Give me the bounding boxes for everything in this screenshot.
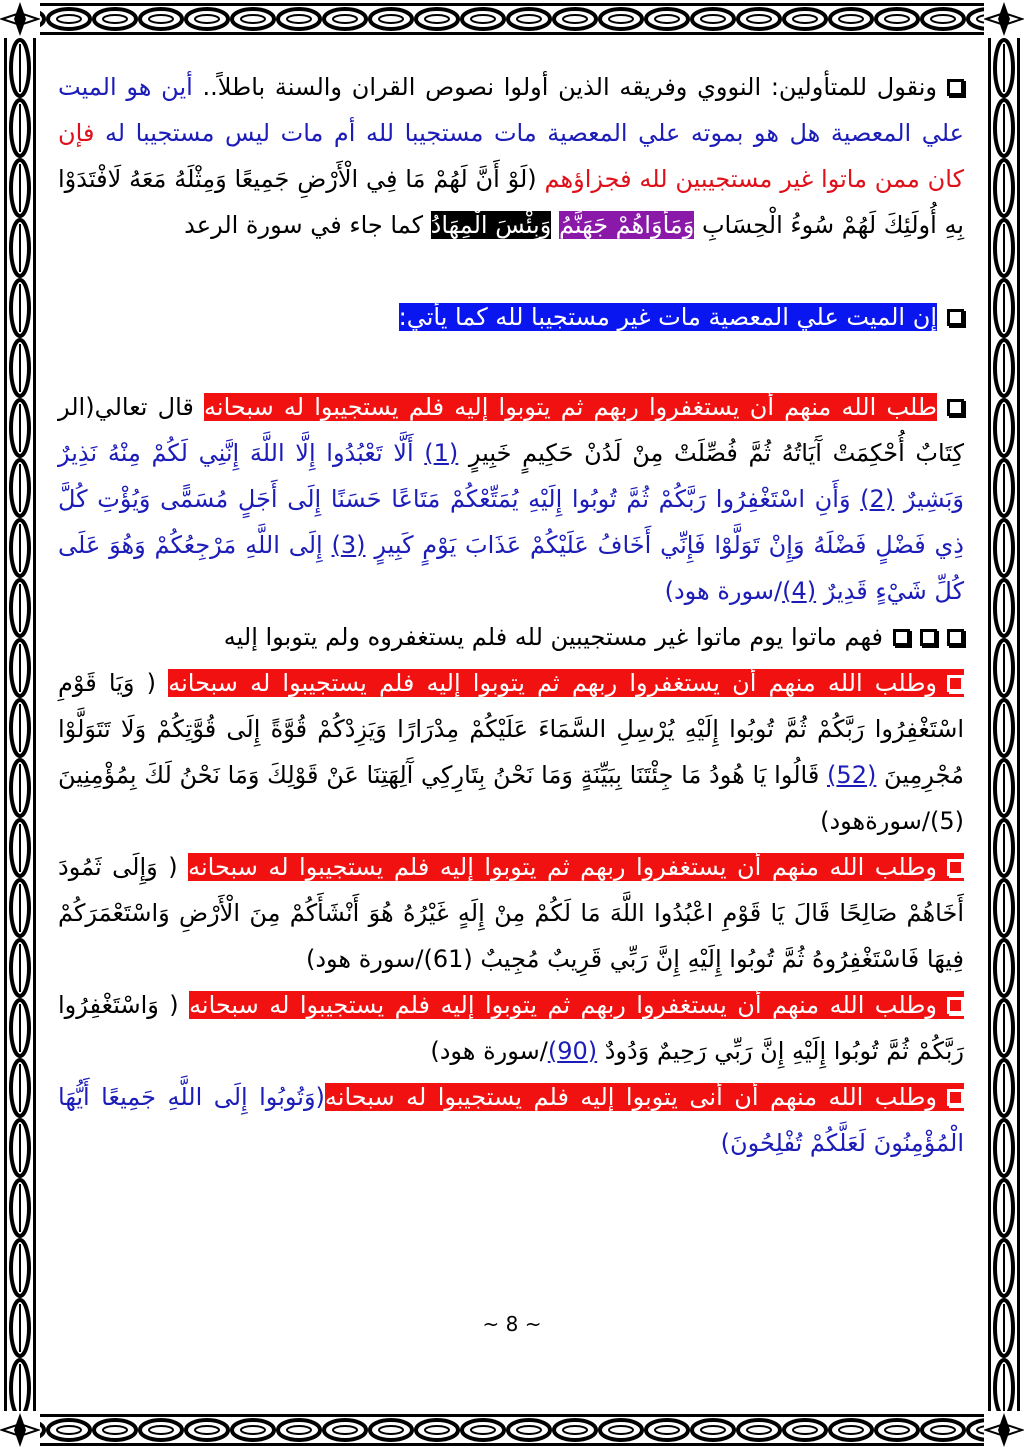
checkbox-square-icon <box>920 629 937 646</box>
corner-ornament-icon <box>0 0 40 38</box>
text-interpreters: ونقول للمتأولين: النووي وفريقه الذين أولوا نصوص القران والسنة باطلاً.. <box>192 73 937 101</box>
paragraph-hud-90 <box>58 982 964 1074</box>
corner-ornament-icon <box>0 1411 40 1449</box>
checkbox-square-icon <box>947 997 964 1014</box>
verse-text: وَأَنِ اسْتَغْفِرُوا رَبَّكُمْ ثُمَّ تُوبُوا إِلَيْهِ يُمَتِّعْكُمْ مَتَاعًا حَسَنًا إِلَى أَجَلٍ مُسَمًّى وَيُؤْتِ كُلَّ ذِي فَضْلٍ فَضْلَهُ وَإِنْ تَوَلَّوْا فَإِنِّي أَخَافُ عَلَيْكُمْ عَذَابَ يَوْمٍ كَبِيرٍ <box>58 485 964 559</box>
verse-number: (3) <box>331 531 366 559</box>
text-question: أين هو الميت علي المعصية هل هو بموته علي المعصية مات مستجيبا لله أم مات ليس مستجيبا له <box>58 73 964 147</box>
verse-highlight-mihad: وَبِئْسَ الْمِهَادُ <box>430 211 552 239</box>
checkbox-square-icon <box>947 675 964 692</box>
verse-number: (4) <box>782 577 817 605</box>
paragraph-hud-52 <box>58 660 964 844</box>
checkbox-square-icon <box>947 309 964 326</box>
checkbox-square-icon <box>947 629 964 646</box>
text-consequence: فإن كان ممن ماتوا غير مستجيبين لله فجزاؤهم <box>58 119 964 193</box>
checkbox-square-icon <box>947 859 964 876</box>
verse-number: (1) <box>424 439 459 467</box>
paragraph-conclusion <box>58 614 964 660</box>
verse-text: ( وَإِلَى ثَمُودَ أَخَاهُمْ صَالِحًا قَالَ يَا قَوْمِ اعْبُدُوا اللَّهَ مَا لَكُمْ مِنْ إِلَهٍ غَيْرُهُ هُوَ أَنْشَأَكُمْ مِنَ الْأَرْضِ وَاسْتَعْمَرَكُمْ فِيهَا فَاسْتَغْفِرُوهُ ثُمَّ تُوبُوا إِلَيْهِ إِنَّ رَبِّي قَرِيبٌ مُجِيبٌ (61)/سورة هود) <box>58 853 964 973</box>
corner-ornament-icon <box>984 0 1024 38</box>
page-border-top <box>0 0 1024 38</box>
verse-number: (2) <box>860 485 895 513</box>
highlight-request: وطلب الله منهم أن يستغفروا ربهم ثم يتوبوا إليه فلم يستجيبوا له سبحانه <box>188 853 964 881</box>
verse-highlight-jahannam: وَمَأْوَاهُمْ جَهَنَّمُ <box>558 211 695 239</box>
verse-text: ( وَاسْتَغْفِرُوا رَبَّكُمْ ثُمَّ تُوبُوا إِلَيْهِ إِنَّ رَبِّي رَحِيمٌ وَدُودٌ <box>58 991 964 1065</box>
checkbox-square-icon <box>947 399 964 416</box>
checkbox-square-icon <box>947 1089 964 1106</box>
page-border-right <box>984 38 1024 1411</box>
verse-text: قَالُوا يَا هُودُ مَا جِئْتَنَا بِبَيِّنَةٍ وَمَا نَحْنُ بِتَارِكِي آَلِهَتِنَا عَنْ قَوْلِكَ وَمَا نَحْنُ لَكَ بِمُؤْمِنِينَ (5)/سورةهود) <box>58 761 964 835</box>
verse-text: إِلَى اللَّهِ مَرْجِعُكُمْ وَهُوَ عَلَى كُلِّ شَيْءٍ قَدِيرٌ <box>58 531 964 605</box>
text-intro: قال تعالي(الر كِتَابٌ أُحْكِمَتْ آَيَاتُهُ ثُمَّ فُصِّلَتْ مِنْ لَدُنْ حَكِيمٍ خَبِيرٍ <box>58 393 964 467</box>
surah-reference: /سورة هود) <box>664 577 783 605</box>
highlight-request: طلب الله منهم أن يستغفروا ربهم ثم يتوبوا إليه فلم يستجيبوا له سبحانه <box>204 393 938 421</box>
highlight-request: وطلب الله منهم أن أنى يتوبوا إليه فلم يستجيبوا له سبحانه <box>325 1083 964 1111</box>
highlight-request: وطلب الله منهم أن يستغفروا ربهم ثم يتوبوا إليه فلم يستجيبوا له سبحانه <box>168 669 964 697</box>
paragraph-interpreters <box>58 64 964 248</box>
page-border-left <box>0 38 40 1411</box>
paragraph-an-nur <box>58 1074 964 1166</box>
surah-reference: /سورة هود) <box>430 1037 548 1065</box>
checkbox-square-icon <box>893 629 910 646</box>
corner-ornament-icon <box>984 1411 1024 1449</box>
text-conclusion: فهم ماتوا يوم ماتوا غير مستجيبين لله فلم يستغفروه ولم يتوبوا إليه <box>223 623 883 651</box>
paragraph-hud-1-4 <box>58 384 964 614</box>
verse-number: (52) <box>827 761 877 789</box>
text-source-ar-rad: كما جاء في سورة الرعد <box>184 211 431 239</box>
checkbox-square-icon <box>947 79 964 96</box>
page-number: ~ 8 ~ <box>482 1312 542 1336</box>
verse-number: (90) <box>547 1037 598 1065</box>
paragraph-hud-61 <box>58 844 964 982</box>
verse-ar-rad: (لَوْ أَنَّ لَهُمْ مَا فِي الْأَرْضِ جَمِيعًا وَمِثْلَهُ مَعَهُ لَافْتَدَوْا بِهِ أُولَئِكَ لَهُمْ سُوءُ الْحِسَابِ <box>58 165 964 239</box>
verse-text: أَلَّا تَعْبُدُوا إِلَّا اللَّهَ إِنَّنِي لَكُمْ مِنْهُ نَذِيرٌ وَبَشِيرٌ <box>58 439 965 513</box>
verse-text: ( وَيَا قَوْمِ اسْتَغْفِرُوا رَبَّكُمْ ثُمَّ تُوبُوا إِلَيْهِ يُرْسِلِ السَّمَاءَ عَلَيْكُمْ مِدْرَارًا وَيَزِدْكُمْ قُوَّةً إِلَى قُوَّتِكُمْ وَلَا تَتَوَلَّوْا مُجْرِمِينَ <box>58 669 965 789</box>
verse-text: (وَتُوبُوا إِلَى اللَّهِ جَمِيعًا أَيُّهَا الْمُؤْمِنُونَ لَعَلَّكُمْ تُفْلِحُونَ) <box>58 1083 964 1157</box>
section-heading: إن الميت علي المعصية مات غير مستجيبا لله كما يأتي: <box>398 303 937 331</box>
page-content <box>58 64 964 1166</box>
page-border-bottom <box>0 1411 1024 1449</box>
paragraph-heading <box>58 294 964 340</box>
highlight-request: وطلب الله منهم أن يستغفروا ربهم ثم يتوبوا إليه فلم يستجيبوا له سبحانه <box>189 991 964 1019</box>
